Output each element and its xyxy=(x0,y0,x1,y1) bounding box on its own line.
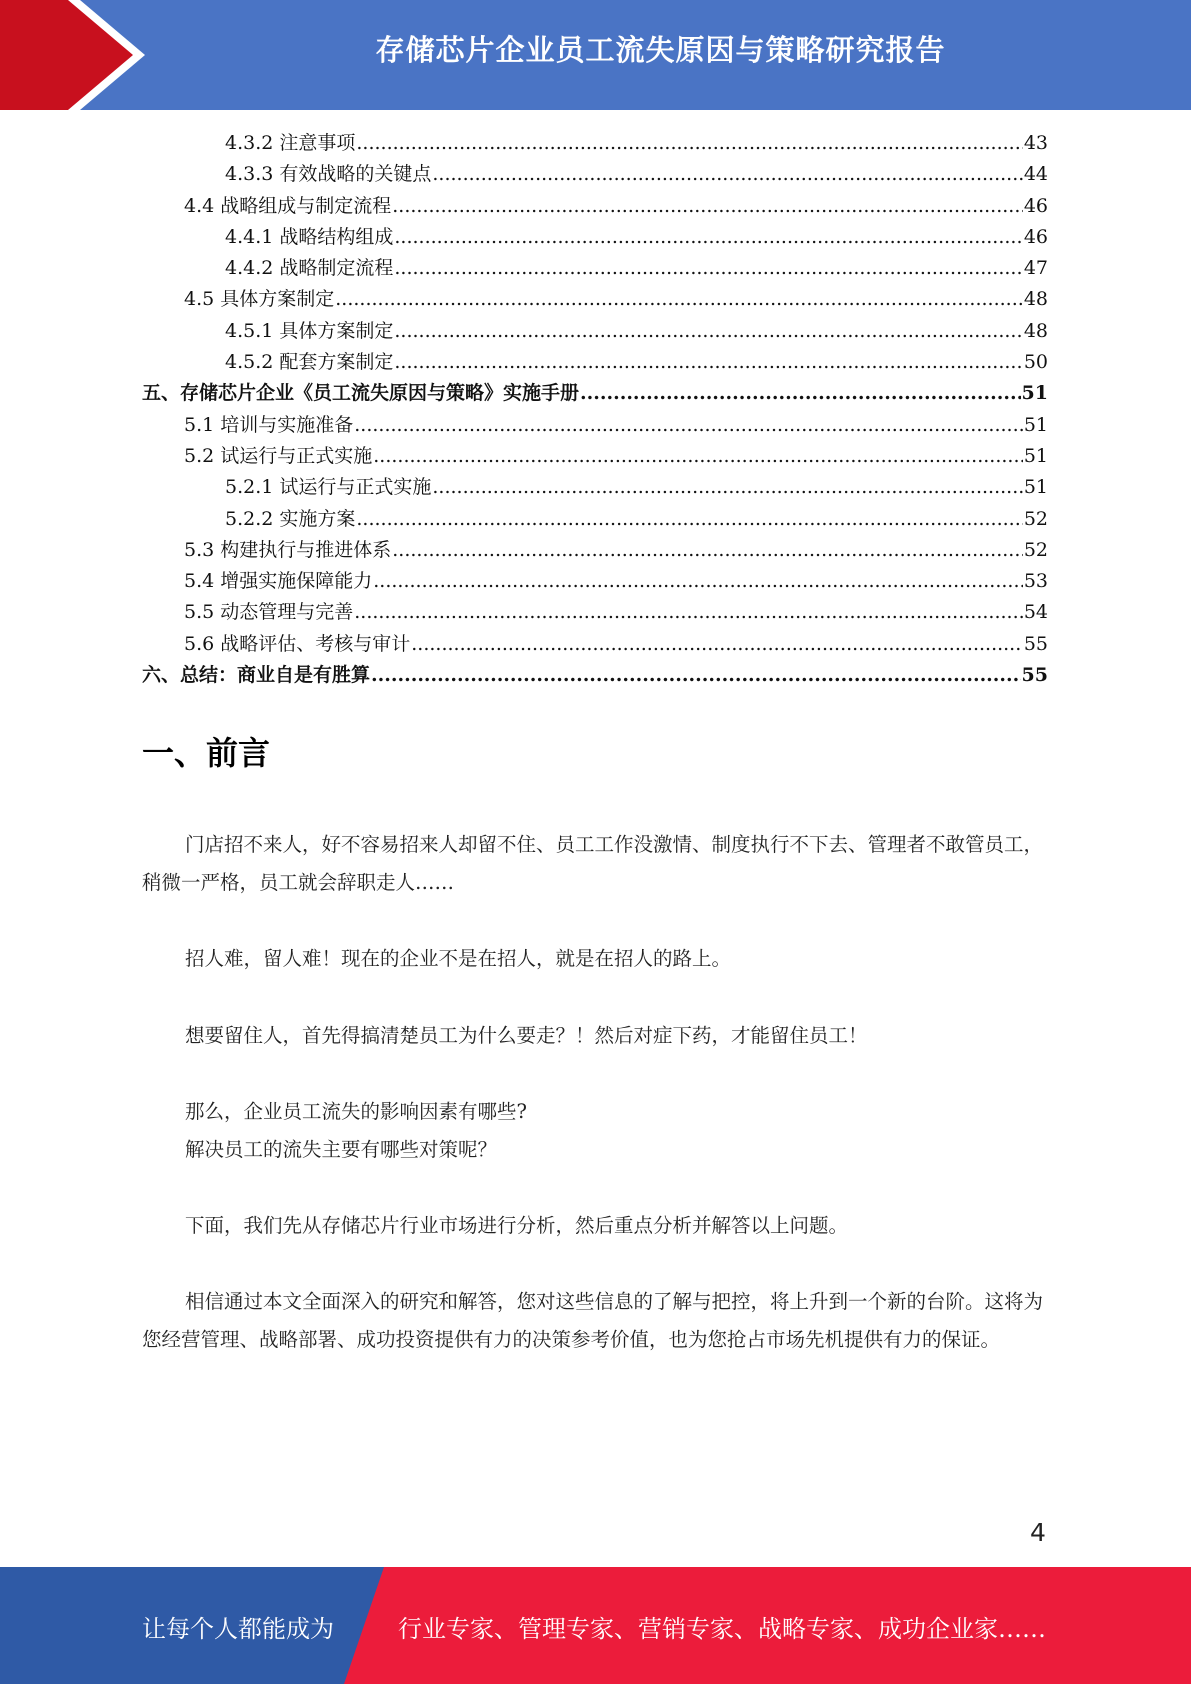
toc-entry[interactable] xyxy=(142,472,1048,503)
toc-leader-dots xyxy=(432,159,1022,190)
toc-leader-dots xyxy=(356,128,1022,159)
toc-entry-page: 52 xyxy=(1023,538,1048,561)
toc-entry-label: 4.4.2 战略制定流程 xyxy=(225,257,394,280)
body-paragraph: 相信通过本文全面深入的研究和解答，您对这些信息的了解与把控，将上升到一个新的台阶。这将为您经营管理、战略部署、成功投资提供有力的决策参考价值，也为您抢占市场先机提供有力的保证。 xyxy=(142,1290,1044,1351)
body-paragraph: 招人难，留人难！现在的企业不是在招人，就是在招人的路上。 xyxy=(185,947,732,970)
toc-leader-dots xyxy=(411,629,1023,660)
toc-entry-label: 4.5.1 具体方案制定 xyxy=(225,319,394,342)
toc-entry-page: 51 xyxy=(1023,413,1048,436)
toc-entry-page: 47 xyxy=(1023,257,1048,280)
toc-entry[interactable] xyxy=(142,316,1048,347)
toc-leader-dots xyxy=(356,504,1022,535)
toc-chapter-entry[interactable] xyxy=(142,378,1048,409)
toc-entry-label: 5.6 战略评估、考核与审计 xyxy=(184,632,411,655)
toc-entry[interactable] xyxy=(142,347,1048,378)
toc-entry[interactable] xyxy=(142,128,1048,159)
toc-entry-page: 46 xyxy=(1023,225,1048,248)
toc-entry[interactable] xyxy=(142,535,1048,566)
toc-chapter-entry[interactable] xyxy=(142,660,1048,691)
toc-leader-dots xyxy=(394,253,1022,284)
toc-entry-label: 5.5 动态管理与完善 xyxy=(184,601,354,624)
toc-entry-page: 48 xyxy=(1023,319,1048,342)
toc-entry-label: 4.4 战略组成与制定流程 xyxy=(184,194,392,217)
toc-leader-dots xyxy=(392,191,1023,222)
toc-entry-page: 46 xyxy=(1023,194,1048,217)
toc-entry[interactable] xyxy=(142,222,1048,253)
toc-entry-page: 44 xyxy=(1023,163,1048,186)
toc-leader-dots xyxy=(373,566,1023,597)
toc-entry[interactable] xyxy=(142,441,1048,472)
toc-entry-label: 5.4 增强实施保障能力 xyxy=(184,570,373,593)
toc-entry-page: 51 xyxy=(1023,444,1048,467)
body-paragraph: 那么，企业员工流失的影响因素有哪些? xyxy=(185,1100,527,1123)
toc-entry-label: 5.2.1 试运行与正式实施 xyxy=(225,476,432,499)
toc-leader-dots xyxy=(354,597,1023,628)
toc-entry-label: 4.3.3 有效战略的关键点 xyxy=(225,163,432,186)
toc-entry[interactable] xyxy=(142,566,1048,597)
footer-slogan-left: 让每个人都能成为 xyxy=(142,1615,334,1643)
page-footer xyxy=(0,1567,1191,1684)
toc-leader-dots xyxy=(432,472,1022,503)
report-title: 存储芯片企业员工流失原因与策略研究报告 xyxy=(375,33,946,67)
toc-entry[interactable] xyxy=(142,159,1048,190)
toc-entry[interactable] xyxy=(142,410,1048,441)
toc-leader-dots xyxy=(371,660,1021,691)
toc-entry[interactable] xyxy=(142,629,1048,660)
toc-entry-page: 55 xyxy=(1023,632,1048,655)
toc-entry-page: 52 xyxy=(1023,507,1048,530)
toc-leader-dots xyxy=(394,222,1022,253)
footer-slogan-right: 行业专家、管理专家、营销专家、战略专家、成功企业家…… xyxy=(398,1615,1046,1643)
toc-entry-label: 五、存储芯片企业《员工流失原因与策略》实施手册 xyxy=(142,382,580,405)
toc-entry[interactable] xyxy=(142,191,1048,222)
toc-leader-dots xyxy=(394,316,1022,347)
toc-entry-label: 5.2.2 实施方案 xyxy=(225,507,356,530)
toc-entry-page: 43 xyxy=(1023,132,1048,154)
toc-leader-dots xyxy=(580,378,1021,409)
toc-entry-label: 4.3.2 注意事项 xyxy=(225,132,356,154)
toc-entry-page: 51 xyxy=(1023,476,1048,499)
body-paragraph: 想要留住人，首先得搞清楚员工为什么要走？！然后对症下药，才能留住员工！ xyxy=(185,1024,868,1047)
toc-entry-page: 54 xyxy=(1023,601,1048,624)
toc-leader-dots xyxy=(335,284,1023,315)
toc-entry-page: 55 xyxy=(1021,664,1048,687)
toc-leader-dots xyxy=(394,347,1022,378)
body-paragraph: 门店招不来人，好不容易招来人却留不住、员工工作没激情、制度执行不下去、管理者不敢管员工，稍微一严格，员工就会辞职走人…… xyxy=(142,833,1044,894)
toc-leader-dots xyxy=(392,535,1023,566)
toc-entry[interactable] xyxy=(142,253,1048,284)
toc-entry-label: 六、总结：商业自是有胜算 xyxy=(142,664,371,687)
toc-entry-label: 5.2 试运行与正式实施 xyxy=(184,444,373,467)
toc-entry[interactable] xyxy=(142,284,1048,315)
header-arrow-decoration xyxy=(0,0,160,110)
page-number: 4 xyxy=(1030,1518,1046,1547)
toc-entry[interactable] xyxy=(142,597,1048,628)
body-paragraph: 解决员工的流失主要有哪些对策呢？ xyxy=(185,1138,498,1161)
page-header xyxy=(0,0,1191,110)
toc-leader-dots xyxy=(354,410,1023,441)
body-paragraph: 下面，我们先从存储芯片行业市场进行分析，然后重点分析并解答以上问题。 xyxy=(185,1214,849,1237)
toc-entry[interactable] xyxy=(142,504,1048,535)
toc-entry-label: 5.1 培训与实施准备 xyxy=(184,413,354,436)
toc-entry-label: 4.5 具体方案制定 xyxy=(184,288,335,311)
toc-entry-page: 50 xyxy=(1023,351,1048,374)
toc-entry-page: 51 xyxy=(1021,382,1048,405)
toc-entry-label: 4.5.2 配套方案制定 xyxy=(225,351,394,374)
section-heading: 一、前言 xyxy=(142,734,271,772)
toc-leader-dots xyxy=(373,441,1023,472)
toc-entry-label: 5.3 构建执行与推进体系 xyxy=(184,538,392,561)
toc-entry-page: 53 xyxy=(1023,570,1048,593)
table-of-contents xyxy=(142,128,1048,691)
toc-entry-page: 48 xyxy=(1023,288,1048,311)
toc-entry-label: 4.4.1 战略结构组成 xyxy=(225,225,394,248)
